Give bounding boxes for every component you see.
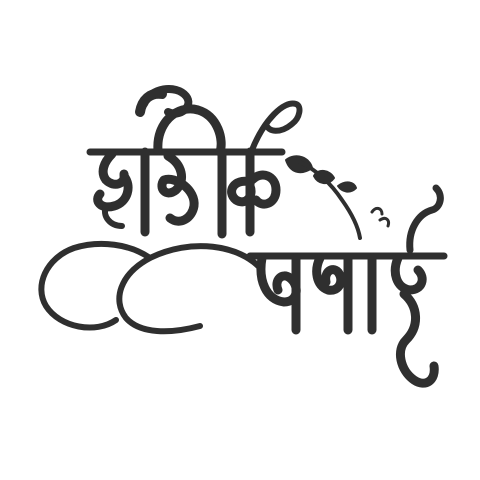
- letter-ii: [395, 258, 434, 383]
- flower-bud-icon: [286, 156, 389, 238]
- letter-ka: [232, 152, 276, 232]
- word-hardik: [90, 89, 299, 234]
- letter-da: [162, 156, 194, 221]
- vowel-i: [158, 109, 221, 152]
- letter-ha: [98, 154, 128, 207]
- letter-ba: [261, 258, 296, 330]
- letter-dha: [317, 258, 348, 330]
- flourish-swirl: [252, 103, 299, 150]
- swash-left: [41, 244, 262, 331]
